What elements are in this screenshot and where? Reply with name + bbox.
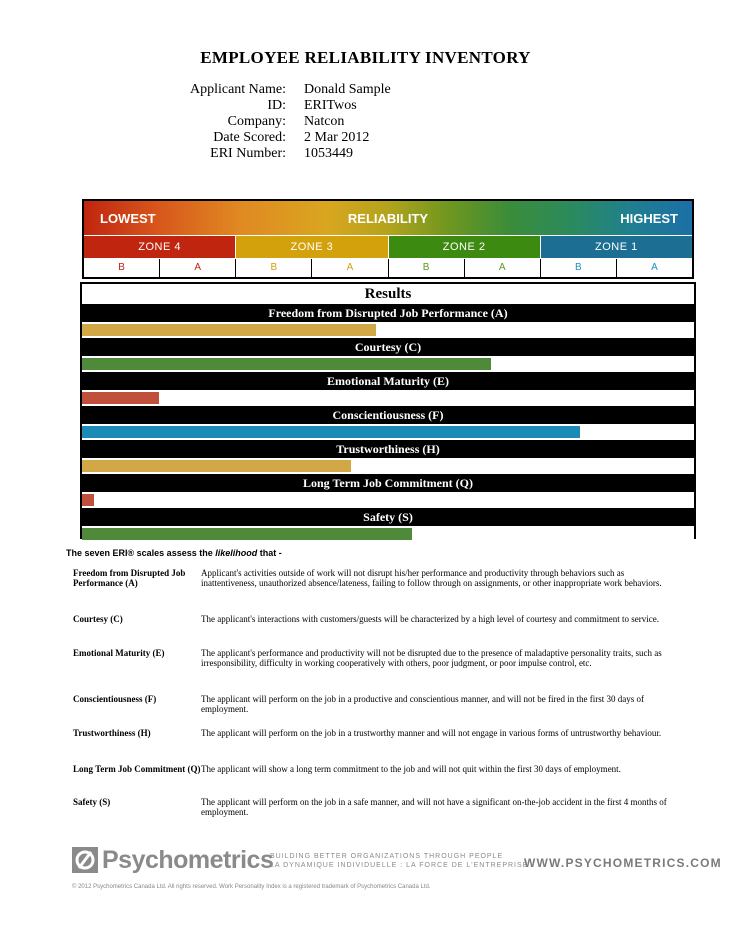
scale-heading: Conscientiousness (F) — [82, 406, 694, 424]
description-scale-name: Long Term Job Commitment (Q) — [73, 764, 201, 774]
date-scored-value: 2 Mar 2012 — [304, 130, 370, 145]
description-row — [73, 648, 673, 668]
description-row — [73, 764, 673, 774]
subzone-cell: B — [389, 259, 465, 277]
scale-heading: Long Term Job Commitment (Q) — [82, 474, 694, 492]
scale-bar-fill — [82, 324, 376, 336]
subzone-cell: B — [84, 259, 160, 277]
scale-bar-track — [82, 526, 694, 542]
results-title: Results — [82, 284, 694, 304]
reliability-scale — [82, 199, 694, 279]
subzone-cell: B — [541, 259, 617, 277]
reliability-gradient — [84, 201, 692, 235]
description-scale-name: Conscientiousness (F) — [73, 694, 157, 704]
description-row — [73, 797, 673, 817]
zone-1-cell: ZONE 4 — [84, 236, 236, 258]
description-text: The applicant will show a long term commitment to the job and will not quit within the first 30 days of employment. — [201, 764, 621, 774]
subzone-row — [84, 259, 692, 277]
applicant-id-row — [150, 98, 550, 114]
applicant-id-value: ERITwos — [304, 98, 357, 113]
description-scale-name: Trustworthiness (H) — [73, 728, 151, 738]
scale-bar-track — [82, 458, 694, 474]
description-text: The applicant will perform on the job in a productive and conscientious manner, and will not be fired in the first 30 days of employment. — [201, 694, 645, 714]
date-scored-label: Date Scored: — [213, 130, 286, 145]
scales-intro — [66, 548, 282, 558]
tagline — [270, 852, 528, 870]
scale-heading: Courtesy (C) — [82, 338, 694, 356]
applicant-name-value: Donald Sample — [304, 82, 391, 97]
logo-mark-icon — [72, 847, 98, 873]
scale-heading: Trustworthiness (H) — [82, 440, 694, 458]
results-panel — [80, 282, 696, 539]
report-title: EMPLOYEE RELIABILITY INVENTORY — [200, 48, 531, 67]
description-text: The applicant's performance and productivity will not be disrupted due to the presence of maladaptive personality traits, such as irresponsibility, difficulty in working cooperatively with others, poor judgment, or poor impulse control, etc. — [201, 648, 662, 668]
tagline-english: BUILDING BETTER ORGANIZATIONS THROUGH PEOPLE — [270, 853, 504, 860]
logo-word: Psychometrics — [102, 845, 274, 874]
scale-bar-fill — [82, 358, 491, 370]
scale-bar-fill — [82, 528, 412, 540]
scale-bar-fill — [82, 494, 94, 506]
description-text: The applicant will perform on the job in a trustworthy manner and will not engage in various forms of untrustworthy behaviour. — [201, 728, 662, 738]
eri-number-row — [150, 146, 550, 162]
company-label: Company: — [227, 114, 286, 129]
subzone-cell: A — [651, 262, 658, 273]
tagline-french: LA DYNAMIQUE INDIVIDUELLE : LA FORCE DE L'ENTREPRISE — [270, 862, 529, 869]
scale-bar-fill — [82, 392, 159, 404]
description-scale-name: Courtesy (C) — [73, 614, 123, 624]
psychometrics-logo — [72, 845, 273, 875]
eri-number-value: 1053449 — [304, 146, 353, 161]
scale-bar-track — [82, 390, 694, 406]
applicant-name-label: Applicant Name: — [189, 82, 286, 97]
scale-heading: Emotional Maturity (E) — [82, 372, 694, 390]
applicant-info — [150, 82, 550, 162]
intro-text: The seven ERI® scales assess the — [66, 548, 216, 558]
eri-number-label: ERI Number: — [210, 146, 286, 161]
highest-label: HIGHEST — [620, 211, 678, 226]
scale-bar-fill — [82, 460, 351, 472]
description-row — [73, 728, 673, 738]
description-scale-name: Freedom from Disrupted Job Performance (A) — [73, 568, 186, 588]
description-row — [73, 568, 673, 588]
applicant-id-label: ID: — [267, 98, 286, 113]
description-text: The applicant's interactions with customers/guests will be characterized by a high level of courtesy and commitment to service. — [201, 614, 659, 624]
subzone-cell: A — [312, 259, 388, 277]
date-scored-row — [150, 130, 550, 146]
scale-bar-fill — [82, 426, 580, 438]
zone-4-cell: ZONE 1 — [541, 236, 692, 258]
zone-2-cell: ZONE 3 — [236, 236, 388, 258]
scale-heading: Safety (S) — [82, 508, 694, 526]
applicant-name-row — [150, 82, 550, 98]
subzone-cell: B — [236, 259, 312, 277]
description-text: Applicant's activities outside of work will not disrupt his/her performance and productivity through behaviors such as inattentiveness, unauthorized absence/lateness, failing to follow through on assignments, or other inappropriate work behaviors. — [201, 568, 662, 588]
scale-bar-track — [82, 322, 694, 338]
description-text: The applicant will perform on the job in a safe manner, and will not have a significant on-the-job accident in the first 4 months of employment. — [201, 797, 667, 817]
zone-row — [84, 236, 692, 258]
website-link[interactable]: WWW.PSYCHOMETRICS.COM — [524, 856, 722, 870]
company-row — [150, 114, 550, 130]
scale-bar-track — [82, 492, 694, 508]
lowest-label: LOWEST — [100, 211, 156, 226]
description-scale-name: Emotional Maturity (E) — [73, 648, 165, 658]
subzone-cell: A — [465, 259, 541, 277]
description-scale-name: Safety (S) — [73, 797, 111, 807]
intro-text-end: that - — [257, 548, 282, 558]
copyright-notice: © 2012 Psychometrics Canada Ltd. All rights reserved. Work Personality Index is a registered trademark of Psychometrics Canada Ltd. — [72, 884, 431, 890]
scale-bar-track — [82, 356, 694, 372]
scale-heading: Freedom from Disrupted Job Performance (A) — [82, 304, 694, 322]
description-row — [73, 614, 673, 624]
zone-3-cell: ZONE 2 — [389, 236, 541, 258]
scale-bar-track — [82, 424, 694, 440]
reliability-label: RELIABILITY — [347, 211, 429, 226]
subzone-cell: A — [160, 259, 236, 277]
description-row — [73, 694, 673, 714]
company-value: Natcon — [304, 114, 345, 129]
intro-emphasis: likelihood — [215, 548, 258, 558]
